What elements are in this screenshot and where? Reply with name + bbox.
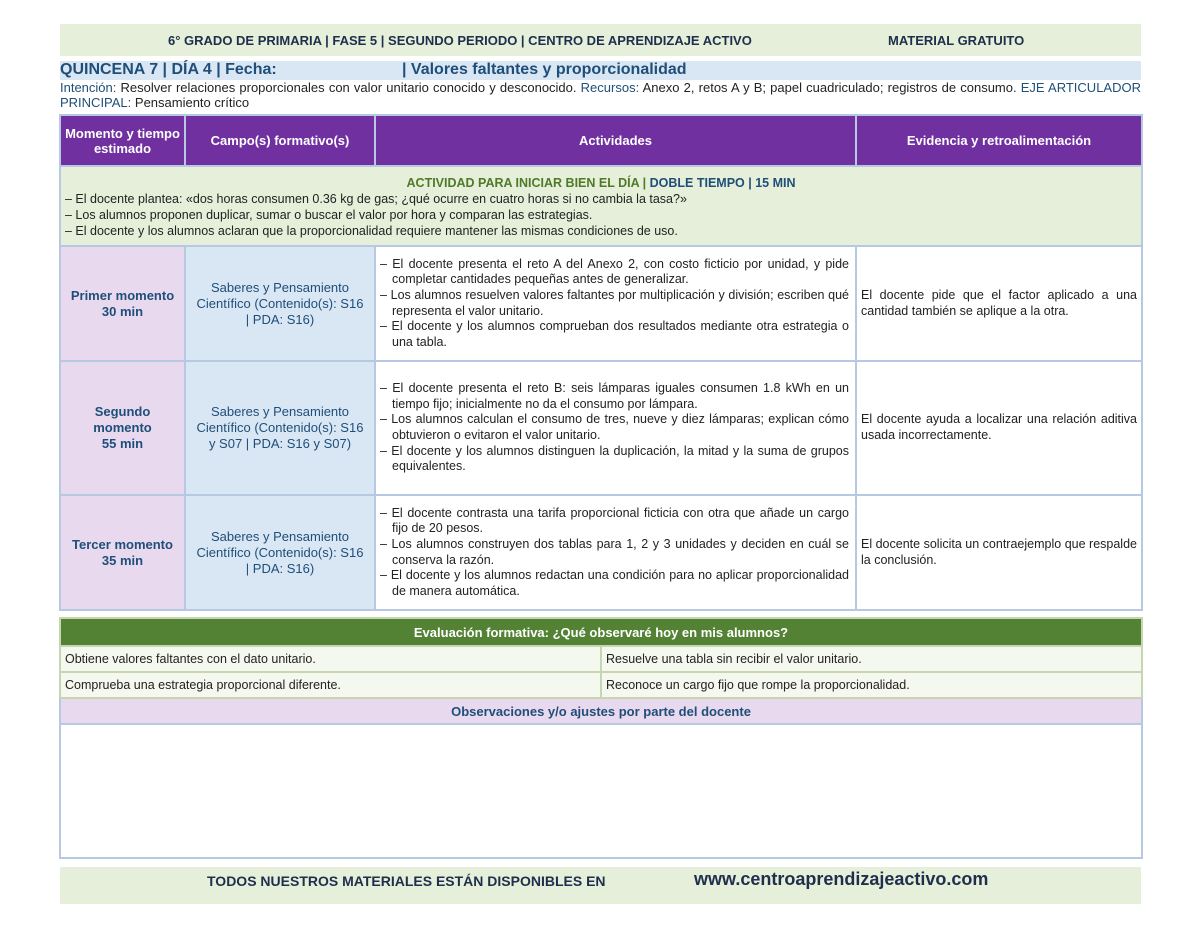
start-item: – El docente y los alumnos aclaran que la proporcionalidad requiere mantener las mismas condiciones de uso. bbox=[65, 224, 678, 238]
activity-item: – Los alumnos calculan el consumo de tres, nueve y diez lámparas; explican cómo obtuvieron o evitaron el valor unitario. bbox=[380, 412, 849, 442]
moment-time: 55 min bbox=[101, 436, 144, 451]
activity-item: – El docente presenta el reto B: seis lámparas iguales consumen 1.8 kWh en un tiempo fijo; inicialmente no da el consumo por lámpara. bbox=[380, 381, 849, 411]
moment-row bbox=[60, 361, 1142, 495]
moment-label: Primer momento bbox=[70, 287, 175, 303]
start-activity-row bbox=[60, 166, 1142, 246]
activity-item: – El docente contrasta una tarifa proporcional ficticia con otra que añade un cargo fijo de 20 pesos. bbox=[380, 505, 849, 536]
resources-text: Anexo 2, retos A y B; papel cuadriculado; registros de consumo. bbox=[639, 80, 1021, 95]
intent-text: Resolver relaciones proporcionales con valor unitario conocido y desconocido. bbox=[116, 80, 581, 95]
intent-block bbox=[60, 80, 1141, 110]
footer-url-link[interactable]: www.centroaprendizajeactivo.com bbox=[694, 869, 989, 889]
activity-item: – El docente presenta el reto A del Anexo 2, con costo ficticio por unidad, y pide completar cantidades pequeñas antes de generalizar. bbox=[380, 256, 849, 287]
evidence-cell: El docente solicita un contraejemplo que respalde la conclusión. bbox=[856, 495, 1142, 610]
header-campo: Campo(s) formativo(s) bbox=[185, 115, 375, 166]
header-activities: Actividades bbox=[375, 115, 856, 166]
campo-cell: Saberes y Pensamiento Científico (Contenido(s): S16 y S07 | PDA: S16 y S07) bbox=[185, 361, 375, 495]
title-session-date: QUINCENA 7 | DÍA 4 | Fecha: bbox=[60, 61, 277, 78]
axis-label: EJE ARTICULADOR PRINCIPAL: bbox=[60, 80, 1141, 110]
moment-row bbox=[60, 495, 1142, 610]
moment-row bbox=[60, 246, 1142, 361]
activities-cell bbox=[375, 495, 856, 610]
moment-label: Segundo momento bbox=[93, 404, 152, 435]
campo-cell: Saberes y Pensamiento Científico (Contenido(s): S16 | PDA: S16) bbox=[185, 246, 375, 361]
header-evidence: Evidencia y retroalimentación bbox=[856, 115, 1142, 166]
activities-cell bbox=[375, 361, 856, 495]
start-title-a: ACTIVIDAD PARA INICIAR BIEN EL DÍA | bbox=[406, 176, 650, 190]
activity-item: – El docente y los alumnos distinguen la duplicación, la mitad y la suma de grupos equivalentes. bbox=[380, 443, 849, 474]
evaluation-table bbox=[59, 617, 1143, 859]
moment-time: 35 min bbox=[101, 552, 144, 568]
activity-item: – El docente y los alumnos comprueban dos resultados mediante otra estrategia o una tabla. bbox=[380, 319, 849, 349]
header-moment: Momento y tiempo estimado bbox=[60, 115, 185, 166]
moment-time: 30 min bbox=[101, 303, 144, 319]
footer-band bbox=[60, 867, 1141, 904]
header-grade-line: 6° GRADO DE PRIMARIA | FASE 5 | SEGUNDO PERIODO | CENTRO DE APRENDIZAJE ACTIVO bbox=[168, 33, 752, 48]
footer-text: TODOS NUESTROS MATERIALES ESTÁN DISPONIBLES EN bbox=[207, 873, 606, 889]
start-item: – El docente plantea: «dos horas consumen 0.36 kg de gas; ¿qué ocurre en cuatro horas si no cambia la tasa?» bbox=[65, 192, 687, 206]
header-free-material: MATERIAL GRATUITO bbox=[888, 33, 1025, 48]
activity-item: – Los alumnos resuelven valores faltantes por multiplicación y división; escriben qué representa el valor unitario. bbox=[380, 287, 849, 318]
observations-title: Observaciones y/o ajustes por parte del docente bbox=[60, 698, 1142, 724]
evaluation-criterion: Reconoce un cargo fijo que rompe la proporcionalidad. bbox=[601, 672, 1142, 698]
moment-cell bbox=[60, 246, 185, 361]
start-item: – Los alumnos proponen duplicar, sumar o buscar el valor por hora y comparan las estrategias. bbox=[65, 208, 593, 222]
moment-cell bbox=[60, 361, 185, 495]
evaluation-title: Evaluación formativa: ¿Qué observaré hoy en mis alumnos? bbox=[60, 618, 1142, 646]
evidence-cell: El docente ayuda a localizar una relación aditiva usada incorrectamente. bbox=[856, 361, 1142, 495]
start-activity-title bbox=[65, 175, 1137, 191]
start-activity-cell bbox=[60, 166, 1142, 246]
observations-area[interactable] bbox=[60, 724, 1142, 858]
activities-cell bbox=[375, 246, 856, 361]
activity-item: – Los alumnos construyen dos tablas para 1, 2 y 3 unidades y deciden en cuál se conserva la razón. bbox=[380, 536, 849, 567]
moment-cell bbox=[60, 495, 185, 610]
intent-label: Intención: bbox=[60, 80, 117, 95]
campo-cell: Saberes y Pensamiento Científico (Contenido(s): S16 | PDA: S16) bbox=[185, 495, 375, 610]
moment-label: Tercer momento bbox=[72, 536, 173, 552]
plan-header-row bbox=[60, 115, 1142, 166]
evaluation-criterion: Obtiene valores faltantes con el dato unitario. bbox=[60, 646, 601, 672]
start-title-b: DOBLE TIEMPO | 15 MIN bbox=[649, 176, 796, 190]
axis-text: Pensamiento crítico bbox=[131, 95, 250, 110]
title-topic: | Valores faltantes y proporcionalidad bbox=[402, 61, 687, 78]
header-band bbox=[60, 24, 1141, 56]
evaluation-criterion: Resuelve una tabla sin recibir el valor unitario. bbox=[601, 646, 1142, 672]
evaluation-criterion: Comprueba una estrategia proporcional diferente. bbox=[60, 672, 601, 698]
lesson-plan-table bbox=[59, 114, 1143, 611]
evidence-cell: El docente pide que el factor aplicado a una cantidad también se aplique a la otra. bbox=[856, 246, 1142, 361]
resources-label: Recursos: bbox=[580, 80, 640, 95]
activity-item: – El docente y los alumnos redactan una condición para no aplicar proporcionalidad de manera automática. bbox=[380, 568, 849, 598]
title-band bbox=[60, 61, 1141, 80]
